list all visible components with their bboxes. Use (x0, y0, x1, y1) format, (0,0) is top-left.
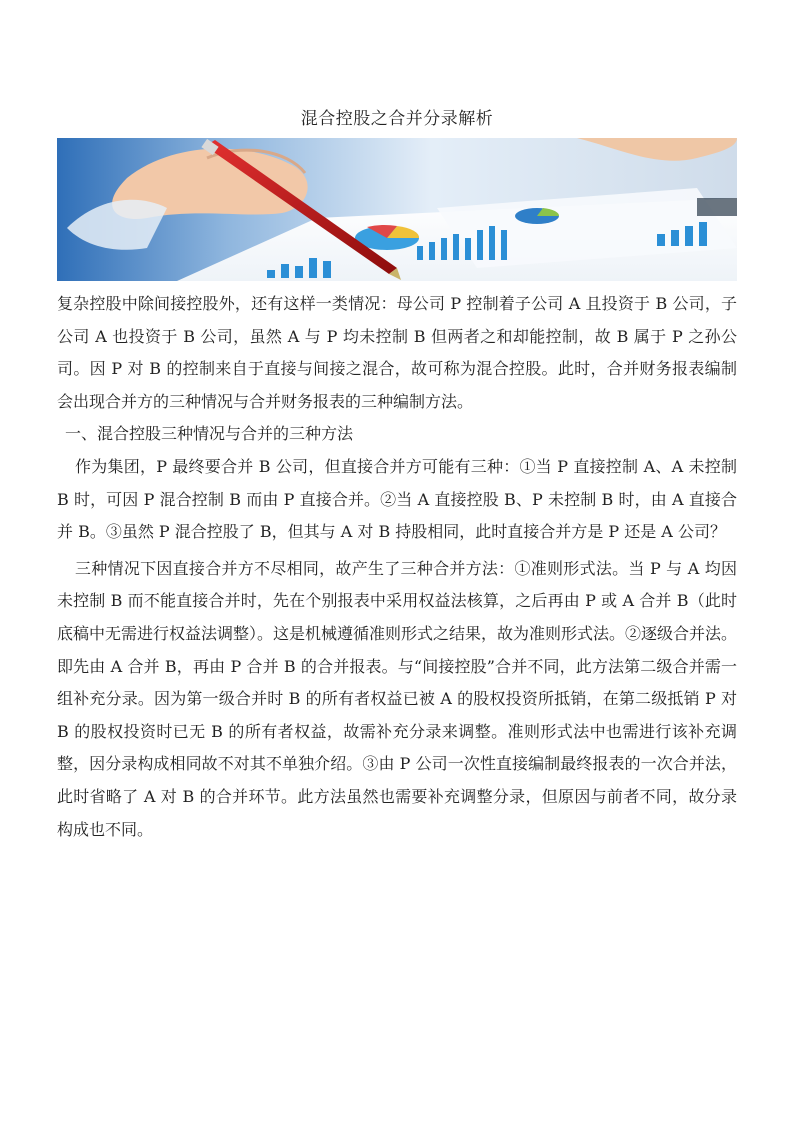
body-paragraph: 作为集团，P 最终要合并 B 公司，但直接合并方可能有三种：①当 P 直接控制 A、A 未控制 B 时，可因 P 混合控制 B 而由 P 直接合并。②当 A 直接控股 B、P 未控制 B 时，由 A 直接合并 B。③虽然 P 混合控股了 B，但其与 A 对 B 持股相同，此时直接合并方是 P 还是 A 公司？ (57, 456, 737, 542)
page-title: 混合控股之合并分录解析 (300, 109, 494, 129)
section-heading: 一、混合控股三种情况与合并的三种方法 (65, 424, 354, 444)
banner-image (57, 138, 737, 281)
intro-paragraph: 复杂控股中除间接控股外，还有这样一类情况：母公司 P 控制着子公司 A 且投资于 B 公司，子公司 A 也投资于 B 公司，虽然 A 与 P 均未控制 B 但两者之和却能控制，故 B 属于 P 之孙公司。因 P 对 B 的控制来自于直接与间接之混合，故可称为混合控股。此时，合并财务报表编制会出现合并方的三种情况与合并财务报表的三种编制方法。 (57, 294, 737, 411)
article-body (57, 288, 737, 846)
body-paragraph: 三种情况下因直接合并方不尽相同，故产生了三种合并方法：①准则形式法。当 P 与 A 均因未控制 B 而不能直接合并时，先在个别报表中采用权益法核算，之后再由 P 或 A 合并 B（此时底稿中无需进行权益法调整）。这是机械遵循准则形式之结果，故为准则形式法。②逐级合并法。即先由 A 合并 B，再由 P 合并 B 的合并报表。与“间接控股”合并不同，此方法第二级合并需一组补充分录。因为第一级合并时 B 的所有者权益已被 A 的股权投资所抵销，在第二级抵销 P 对 B 的股权投资时已无 B 的所有者权益，故需补充分录来调整。准则形式法中也需进行该补充调整，因分录构成相同故不对其不单独介绍。③由 P 公司一次性直接编制最终报表的一次合并法，此时省略了 A 对 B 的合并环节。此方法虽然也需要补充调整分录，但原因与前者不同，故分录构成也不同。 (57, 558, 738, 839)
